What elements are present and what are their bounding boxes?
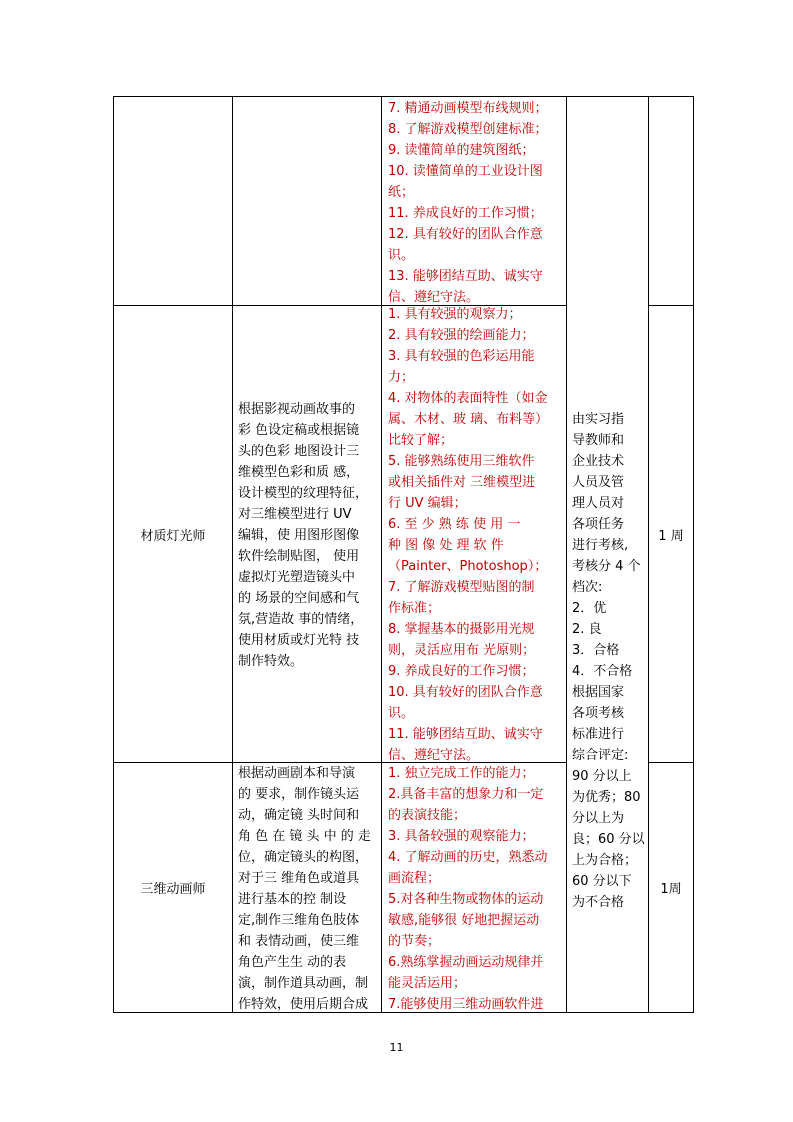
assessment-line: 分以上为 — [572, 811, 625, 826]
skill-line: 13. 能够团结互助、诚实守 — [388, 269, 543, 284]
skill-line: 11. 养成良好的工作习惯； — [388, 206, 543, 221]
skill-line: 3. 具备较强的观察能力； — [388, 829, 535, 844]
skill-line: 8. 掌握基本的摄影用光规 — [388, 622, 535, 637]
description-line: 定,制作三维角色肢体 — [238, 913, 360, 928]
assessment-line: 4．不合格 — [572, 664, 633, 679]
assessment-line: 各项任务 — [572, 517, 625, 532]
description-line: 根据影视动画故事的 — [238, 402, 356, 417]
curriculum-table — [113, 96, 694, 1013]
skill-line: 3. 具有较强的色彩运用能 — [388, 349, 535, 364]
assessment-line: 档次: — [572, 580, 603, 595]
assessment-line: 2．优 — [572, 601, 607, 616]
description-line: 彩 色设定稿或根据镜 — [238, 423, 360, 438]
description-line: 动，确定镜 头时间和 — [238, 808, 360, 823]
skill-line: 5.对各种生物或物体的运动 — [388, 892, 544, 907]
skill-line: 的节奏； — [388, 934, 441, 949]
description-line: 进行基本的控 制设 — [238, 892, 347, 907]
description-line: 软件绘制贴图， 使用 — [238, 549, 360, 564]
skill-line: 4. 对物体的表面特性（如金 — [388, 391, 548, 406]
assessment-line: 人员及管 — [572, 475, 625, 490]
skill-line: 9. 读懂简单的建筑图纸； — [388, 143, 535, 158]
period-cell — [649, 97, 693, 305]
page-number: 11 — [389, 1041, 404, 1054]
assessment-line: 理人员对 — [572, 496, 625, 511]
column-divider — [566, 96, 567, 1013]
assessment-line: 进行考核, — [572, 538, 629, 553]
table-border-right — [693, 96, 694, 1013]
period-cell: 1 周 — [658, 528, 684, 544]
assessment-line: 由实习指 — [572, 412, 625, 427]
assessment-line: 为不合格 — [572, 895, 625, 910]
column-divider — [381, 96, 382, 1013]
description-line: 根据动画剧本和导演 — [238, 766, 356, 781]
skill-line: 行 UV 编辑； — [388, 496, 467, 511]
description-line: 作特效，使用后期合成 — [238, 997, 369, 1012]
description-line: 位，确定镜头的构图， — [238, 850, 369, 865]
description-cell — [238, 763, 378, 1015]
skill-line: 力； — [388, 370, 415, 385]
skill-line: 4. 了解动画的历史，熟悉动 — [388, 850, 548, 865]
assessment-line: 为优秀；80 — [572, 790, 641, 805]
description-line: 使用材质或灯光特 技 — [238, 633, 360, 648]
assessment-line: 上为合格； — [572, 853, 638, 868]
assessment-line: 各项考核 — [572, 706, 625, 721]
assessment-line: 企业技术 — [572, 454, 625, 469]
description-line: 角 色 在 镜 头 中 的 走 — [238, 829, 371, 844]
skill-line: 6. 至 少 熟 练 使 用 一 — [388, 517, 521, 532]
skill-line: 11. 能够团结互助、诚实守 — [388, 727, 543, 742]
skill-line: 1. 具有较强的观察力； — [388, 307, 522, 322]
description-cell — [238, 399, 378, 672]
skill-line: 9. 养成良好的工作习惯； — [388, 664, 535, 679]
assessment-line: 导教师和 — [572, 433, 625, 448]
assessment-line: 3．合格 — [572, 643, 620, 658]
role-cell — [114, 97, 232, 305]
skill-line: 5. 能够熟练使用三维软件 — [388, 454, 535, 469]
skill-line: 2.具备丰富的想象力和一定 — [388, 787, 544, 802]
skill-line: 比较了解； — [388, 433, 454, 448]
description-cell — [233, 97, 381, 305]
skill-line: 信、遵纪守法。 — [388, 290, 480, 305]
description-line: 的 要求，制作镜头运 — [238, 787, 360, 802]
description-line: 编辑，使 用图形图像 — [238, 528, 360, 543]
assessment-line: 60 分以下 — [572, 874, 632, 889]
skill-line: 10. 具有较好的团队合作意 — [388, 685, 543, 700]
description-line: 对于三 维角色或道具 — [238, 871, 360, 886]
assessment-line: 考核分 4 个 — [572, 559, 641, 574]
assessment-line: 综合评定: — [572, 748, 629, 763]
skill-line: 能灵活运用； — [388, 976, 467, 991]
skills-cell — [388, 98, 563, 308]
description-line: 氛,营造故 事的情绪， — [238, 612, 364, 627]
description-line: 对三维模型进行 UV — [238, 507, 352, 522]
assessment-line: 标准进行 — [572, 727, 625, 742]
description-line: 和 表情动画，使三维 — [238, 934, 360, 949]
skill-line: 1. 独立完成工作的能力； — [388, 766, 535, 781]
skills-cell — [388, 304, 563, 766]
description-line: 维模型色彩和质 感， — [238, 465, 360, 480]
assessment-line: 2. 良 — [572, 622, 602, 637]
skill-line: 则，灵活应用布 光原则； — [388, 643, 536, 658]
skill-line: 7. 了解游戏模型贴图的制 — [388, 580, 535, 595]
assessment-cell — [572, 409, 648, 913]
skill-line: 属、木材、玻 璃、布料等） — [388, 412, 549, 427]
skill-line: 7.能够使用三维动画软件进 — [388, 997, 544, 1012]
assessment-line: 90 分以上 — [572, 769, 632, 784]
description-line: 角色产生生 动的表 — [238, 955, 347, 970]
skill-line: 识。 — [388, 706, 415, 721]
assessment-line: 良；60 分以 — [572, 832, 645, 847]
period-cell: 1周 — [660, 882, 682, 897]
skill-line: 识。 — [388, 248, 415, 263]
skill-line: （Painter、Photoshop）； — [388, 559, 548, 574]
skill-line: 画流程； — [388, 871, 441, 886]
skill-line: 10. 读懂简单的工业设计图 — [388, 164, 543, 179]
description-line: 头的色彩 地图设计三 — [238, 444, 360, 459]
assessment-line: 根据国家 — [572, 685, 625, 700]
description-line: 设计模型的纹理特征， — [238, 486, 369, 501]
skill-line: 敏感,能够很 好地把握运动 — [388, 913, 540, 928]
description-line: 的 场景的空间感和气 — [238, 591, 360, 606]
skill-line: 8. 了解游戏模型创建标准； — [388, 122, 548, 137]
role-cell: 三维动画师 — [140, 882, 206, 897]
role-cell: 材质灯光师 — [140, 528, 206, 544]
skill-line: 种 图 像 处 理 软 件 — [388, 538, 504, 553]
skill-line: 7. 精通动画模型布线规则； — [388, 101, 548, 116]
skill-line: 纸； — [388, 185, 415, 200]
skill-line: 6.熟练掌握动画运动规律并 — [388, 955, 544, 970]
skill-line: 的表演技能； — [388, 808, 467, 823]
skill-line: 作标准； — [388, 601, 441, 616]
skill-line: 12. 具有较好的团队合作意 — [388, 227, 543, 242]
description-line: 制作特效。 — [238, 654, 304, 669]
skill-line: 2. 具有较强的绘画能力； — [388, 328, 535, 343]
skill-line: 信、遵纪守法。 — [388, 748, 480, 763]
skills-cell — [388, 763, 563, 1015]
description-line: 虚拟灯光塑造镜头中 — [238, 570, 356, 585]
skill-line: 或相关插件对 三维模型进 — [388, 475, 536, 490]
description-line: 演，制作道具动画，制 — [238, 976, 369, 991]
